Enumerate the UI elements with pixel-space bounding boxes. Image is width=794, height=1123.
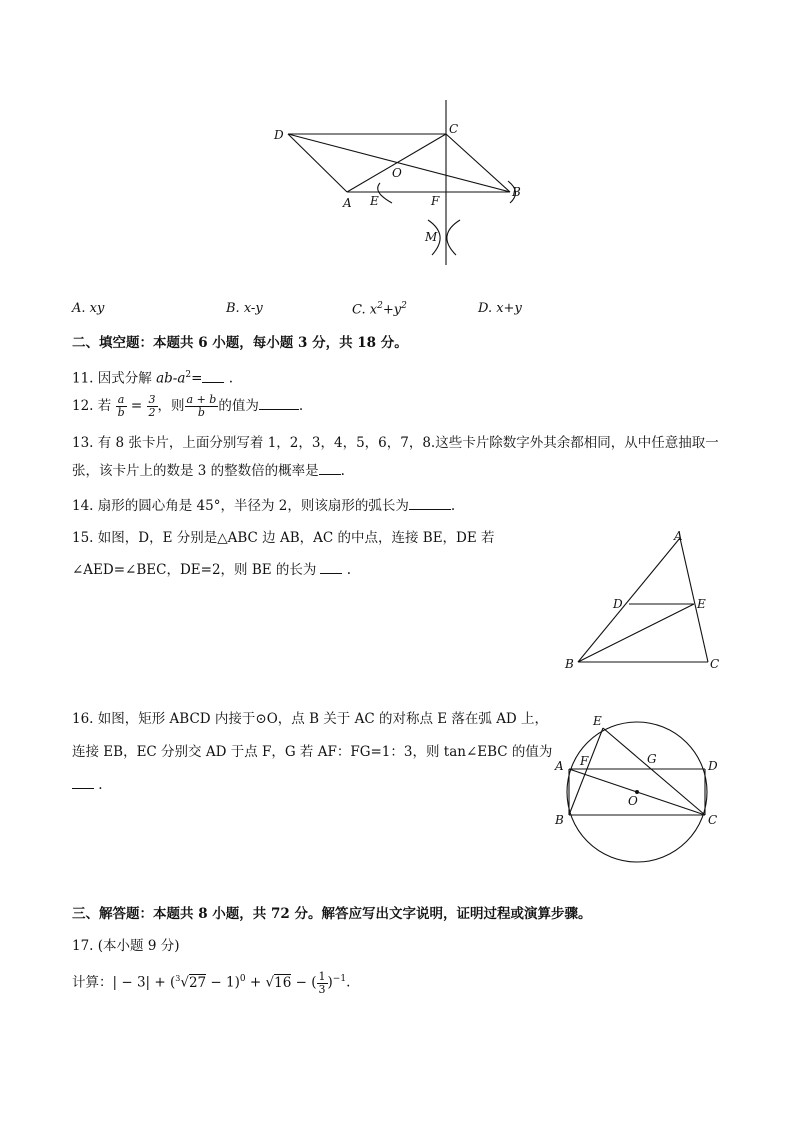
answer-blank[interactable] bbox=[72, 776, 94, 789]
question-17-head: 17. (本小题 9 分) bbox=[72, 938, 180, 954]
label-d: D bbox=[274, 128, 284, 142]
label-m: M bbox=[425, 230, 438, 244]
answer-blank[interactable] bbox=[319, 462, 341, 475]
label-o: O bbox=[392, 166, 402, 180]
segment-ab bbox=[578, 538, 680, 662]
label-e: E bbox=[697, 597, 706, 611]
label-g: G bbox=[647, 752, 657, 766]
label-d: D bbox=[613, 597, 623, 611]
answer-blank[interactable] bbox=[320, 561, 342, 574]
figure-triangle bbox=[560, 528, 730, 678]
question-16-line1: 16. 如图，矩形 ABCD 内接于⊙O，点 B 关于 AC 的对称点 E 落在弧 AD 上， bbox=[72, 711, 549, 727]
label-a: A bbox=[343, 196, 352, 210]
label-c: C bbox=[710, 657, 720, 671]
label-e: E bbox=[370, 194, 379, 208]
label-a: A bbox=[674, 529, 683, 543]
question-15-line1: 15. 如图，D，E 分别是△ABC 边 AB，AC 的中点，连接 BE，DE 若 bbox=[72, 530, 495, 546]
question-13-line2: 张，该卡片上的数是 3 的整数倍的概率是 . bbox=[72, 463, 345, 479]
answer-blank[interactable] bbox=[202, 370, 224, 383]
option-b: B. x-y bbox=[226, 301, 263, 316]
diagonal-ac bbox=[347, 134, 446, 192]
answer-blank[interactable] bbox=[259, 397, 299, 410]
figure-parallelogram bbox=[260, 95, 540, 275]
question-11: 11. 因式分解 $ab-a^2=$ . bbox=[72, 370, 234, 387]
diagonal-db bbox=[288, 134, 510, 192]
label-e: E bbox=[593, 714, 602, 728]
label-f: F bbox=[431, 194, 440, 208]
label-c: C bbox=[708, 813, 718, 827]
label-d: D bbox=[708, 759, 718, 773]
section3-title: 三、解答题：本题共 8 小题，共 72 分。解答应写出文字说明，证明过程或演算步骤。 bbox=[72, 906, 592, 922]
question-16-line3: . bbox=[72, 776, 103, 794]
option-a: A. xy bbox=[72, 301, 105, 316]
label-f: F bbox=[580, 754, 589, 768]
arc-m-right bbox=[447, 220, 460, 255]
question-16-line2: 连接 EB，EC 分别交 AD 于点 F，G 若 AF：FG=1：3，则 tan∠EBC 的值为 bbox=[72, 744, 553, 760]
label-b: B bbox=[565, 657, 574, 671]
label-o: O bbox=[628, 794, 638, 808]
question-17-expr: 计算：| − $3| + (^3√27 - 1)^0 + √16$ − ( $\frac{1}{3}$ )$^{-1}$. bbox=[72, 969, 351, 996]
segment-be bbox=[578, 604, 694, 662]
answer-blank[interactable] bbox=[409, 497, 451, 510]
figure-circle-rectangle bbox=[550, 710, 725, 870]
label-b: B bbox=[555, 813, 564, 827]
arc-e bbox=[378, 183, 392, 203]
option-c: C. $x^2+y^2$ bbox=[352, 301, 407, 318]
label-a: A bbox=[555, 759, 564, 773]
question-15-line2: ∠AED=∠BEC，DE=2，则 BE 的长为 . bbox=[72, 562, 351, 578]
label-b: B bbox=[512, 185, 521, 199]
segment-eb bbox=[569, 728, 603, 815]
question-13-line1: 13. 有 8 张卡片，上面分别写着 1，2，3，4，5，6，7，8.这些卡片除数字外其余都相同，从中任意抽取一 bbox=[72, 435, 719, 451]
label-c: C bbox=[449, 122, 459, 136]
section2-title: 二、填空题：本题共 6 小题，每小题 3 分，共 18 分。 bbox=[72, 335, 408, 351]
question-14: 14. 扇形的圆心角是 45°，半径为 2，则该扇形的弧长为 . bbox=[72, 498, 456, 514]
segment-ec bbox=[603, 728, 705, 815]
segment-da bbox=[288, 134, 347, 192]
question-12: 12. 若 $\frac{a}{b}$ = $\frac{3}{2}$ ，则 $\frac{a + b}{b}$ 的值为 . bbox=[72, 393, 304, 419]
option-d: D. x+y bbox=[478, 301, 522, 316]
